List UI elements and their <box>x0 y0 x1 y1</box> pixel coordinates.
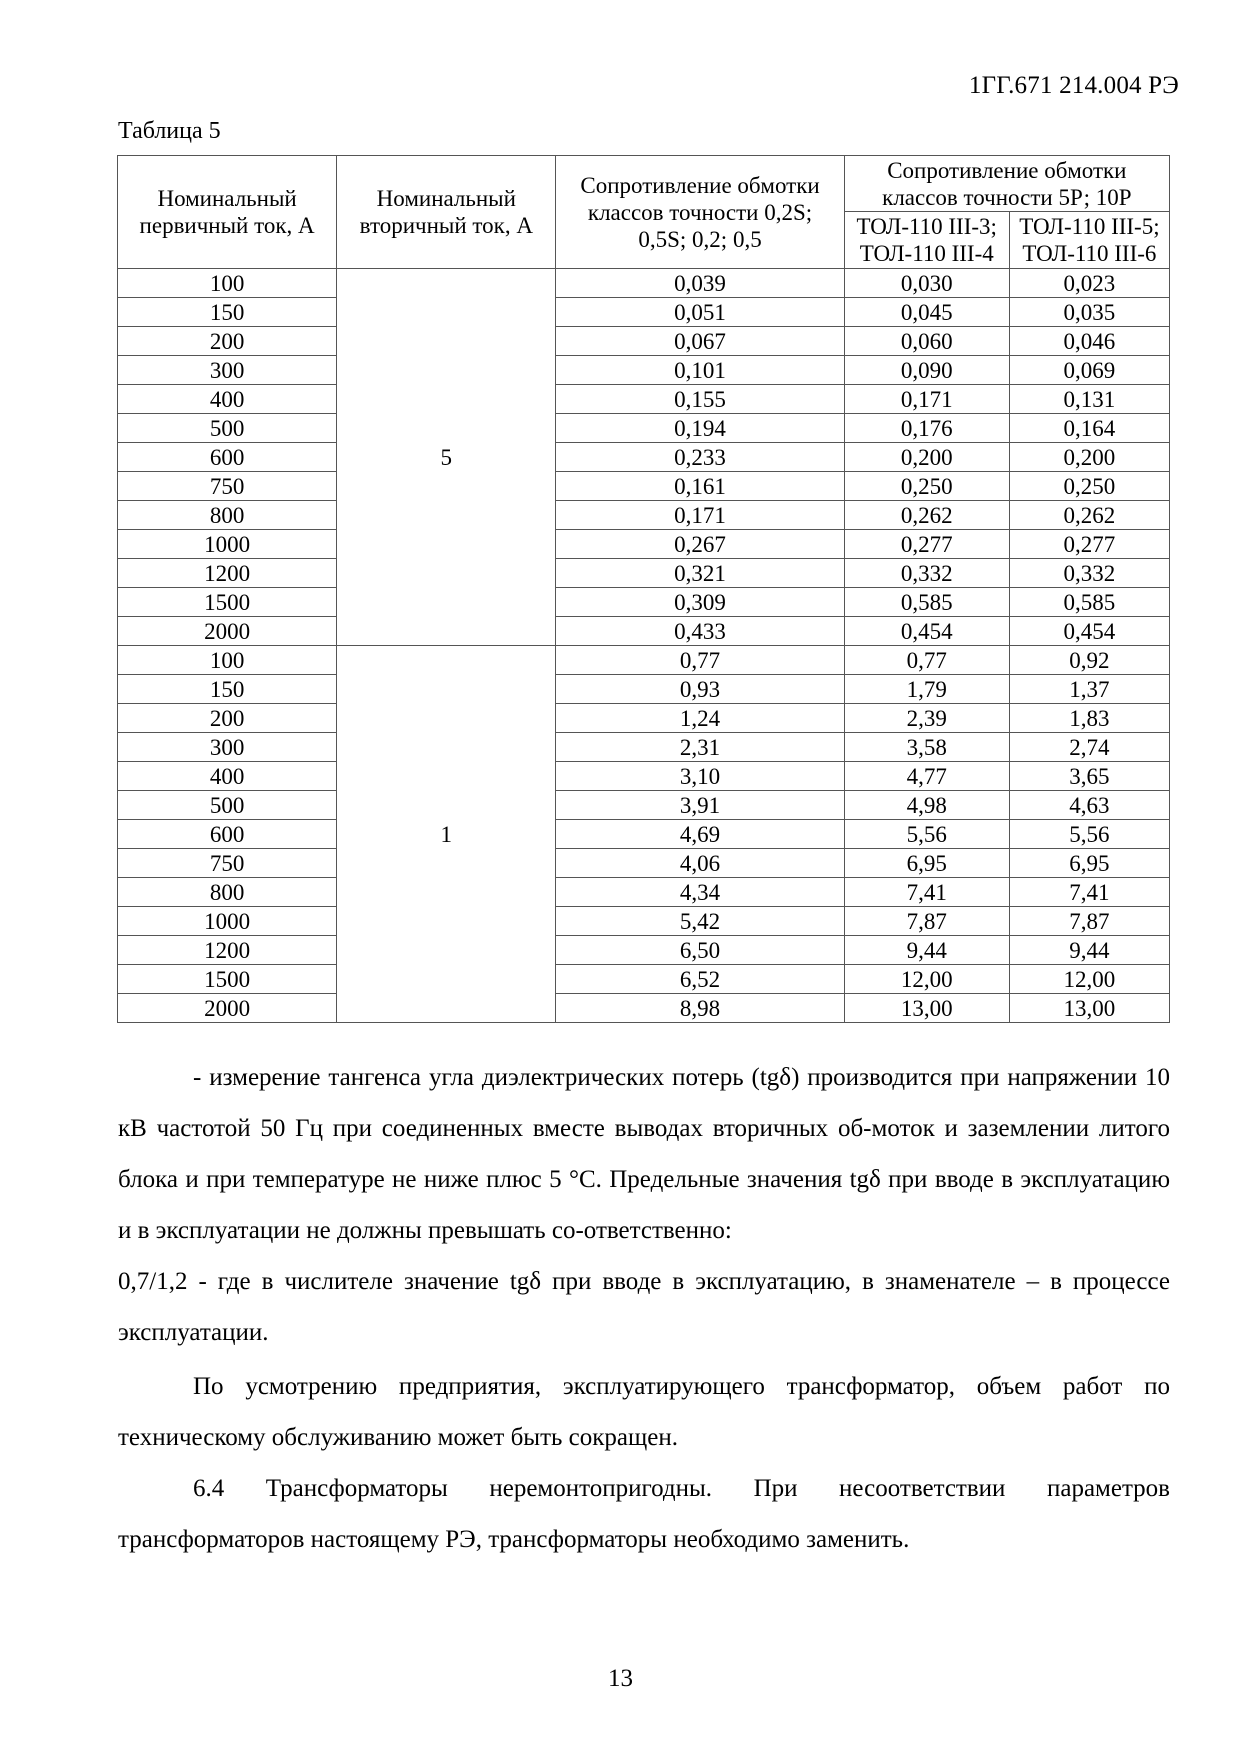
cell-resistance-tol-3-4: 7,41 <box>844 878 1009 907</box>
cell-resistance-tol-5-6: 0,585 <box>1009 588 1169 617</box>
cell-primary-current: 1000 <box>118 907 337 936</box>
cell-resistance-measuring: 4,34 <box>556 878 844 907</box>
cell-resistance-tol-3-4: 9,44 <box>844 936 1009 965</box>
cell-resistance-tol-5-6: 0,92 <box>1009 646 1169 675</box>
cell-resistance-measuring: 0,171 <box>556 501 844 530</box>
cell-resistance-tol-5-6: 2,74 <box>1009 733 1169 762</box>
cell-resistance-tol-3-4: 1,79 <box>844 675 1009 704</box>
cell-primary-current: 1200 <box>118 936 337 965</box>
cell-resistance-measuring: 4,69 <box>556 820 844 849</box>
cell-resistance-measuring: 6,50 <box>556 936 844 965</box>
cell-resistance-tol-5-6: 7,41 <box>1009 878 1169 907</box>
cell-resistance-tol-3-4: 0,454 <box>844 617 1009 646</box>
cell-resistance-tol-5-6: 13,00 <box>1009 994 1169 1023</box>
cell-resistance-tol-3-4: 0,060 <box>844 327 1009 356</box>
cell-resistance-tol-3-4: 0,262 <box>844 501 1009 530</box>
cell-resistance-tol-5-6: 4,63 <box>1009 791 1169 820</box>
table-row <box>118 298 1170 327</box>
cell-resistance-tol-5-6: 0,035 <box>1009 298 1169 327</box>
cell-resistance-measuring: 0,93 <box>556 675 844 704</box>
cell-resistance-measuring: 3,91 <box>556 791 844 820</box>
cell-resistance-measuring: 0,101 <box>556 356 844 385</box>
cell-resistance-measuring: 0,161 <box>556 472 844 501</box>
cell-primary-current: 200 <box>118 327 337 356</box>
cell-resistance-tol-5-6: 12,00 <box>1009 965 1169 994</box>
cell-resistance-tol-3-4: 7,87 <box>844 907 1009 936</box>
cell-primary-current: 1200 <box>118 559 337 588</box>
cell-resistance-tol-3-4: 4,77 <box>844 762 1009 791</box>
cell-primary-current: 500 <box>118 791 337 820</box>
cell-resistance-tol-3-4: 0,200 <box>844 443 1009 472</box>
cell-resistance-measuring: 2,31 <box>556 733 844 762</box>
cell-resistance-tol-3-4: 0,090 <box>844 356 1009 385</box>
table-row <box>118 791 1170 820</box>
header-secondary-current: Номинальный вторичный ток, А <box>337 156 556 269</box>
cell-resistance-tol-3-4: 13,00 <box>844 994 1009 1023</box>
cell-primary-current: 300 <box>118 733 337 762</box>
table-row <box>118 501 1170 530</box>
cell-resistance-measuring: 0,267 <box>556 530 844 559</box>
cell-resistance-tol-5-6: 0,023 <box>1009 269 1169 298</box>
cell-resistance-tol-3-4: 0,332 <box>844 559 1009 588</box>
cell-resistance-tol-5-6: 0,250 <box>1009 472 1169 501</box>
cell-resistance-tol-5-6: 0,332 <box>1009 559 1169 588</box>
cell-primary-current: 100 <box>118 269 337 298</box>
cell-resistance-tol-5-6: 5,56 <box>1009 820 1169 849</box>
body-text <box>118 1052 1170 1565</box>
header-resistance-measuring: Сопротивление обмотки классов точности 0,2S; 0,5S; 0,2; 0,5 <box>556 156 844 269</box>
cell-resistance-tol-5-6: 0,131 <box>1009 385 1169 414</box>
table-row <box>118 356 1170 385</box>
table-row <box>118 269 1170 298</box>
cell-primary-current: 800 <box>118 501 337 530</box>
subheader-tol-3-4: ТОЛ-110 III-3; ТОЛ-110 III-4 <box>844 212 1009 269</box>
cell-resistance-measuring: 1,24 <box>556 704 844 733</box>
subheader-tol-5-6: ТОЛ-110 III-5; ТОЛ-110 III-6 <box>1009 212 1169 269</box>
table-row <box>118 617 1170 646</box>
cell-resistance-measuring: 0,309 <box>556 588 844 617</box>
table-row <box>118 878 1170 907</box>
cell-resistance-measuring: 5,42 <box>556 907 844 936</box>
cell-resistance-tol-3-4: 0,176 <box>844 414 1009 443</box>
winding-resistance-table <box>117 155 1170 1023</box>
paragraph-tg-delta-measurement: - измерение тангенса угла диэлектрических потерь (tgδ) производится при напряжении 10 кВ частотой 50 Гц при соединенных вместе выводах вторичных об-моток и заземлении литого блока и при температуре не ниже плюс 5 °С. Предельные значения tgδ при вводе в эксплуатацию и в эксплуатации не должны превышать со-ответственно: <box>118 1064 1170 1244</box>
table-row <box>118 588 1170 617</box>
paragraph-tg-delta-limits: 0,7/1,2 - где в числителе значение tgδ при вводе в эксплуатацию, в знаменателе – в процессе эксплуатации. <box>118 1268 1170 1346</box>
cell-resistance-tol-3-4: 0,045 <box>844 298 1009 327</box>
table-row <box>118 849 1170 878</box>
cell-resistance-tol-5-6: 3,65 <box>1009 762 1169 791</box>
cell-secondary-current: 5 <box>337 269 556 646</box>
table-caption: Таблица 5 <box>118 118 221 144</box>
cell-primary-current: 2000 <box>118 994 337 1023</box>
table-row <box>118 414 1170 443</box>
cell-resistance-tol-3-4: 0,250 <box>844 472 1009 501</box>
table-row <box>118 704 1170 733</box>
table-row <box>118 820 1170 849</box>
paragraph-maintenance-scope: По усмотрению предприятия, эксплуатирующего трансформатор, объем работ по техническому обслуживанию может быть сокращен. <box>118 1373 1170 1451</box>
cell-resistance-tol-3-4: 6,95 <box>844 849 1009 878</box>
table-body <box>118 269 1170 1023</box>
table-row <box>118 327 1170 356</box>
cell-resistance-tol-5-6: 1,83 <box>1009 704 1169 733</box>
cell-primary-current: 1500 <box>118 965 337 994</box>
cell-primary-current: 750 <box>118 472 337 501</box>
cell-resistance-tol-5-6: 6,95 <box>1009 849 1169 878</box>
cell-primary-current: 400 <box>118 385 337 414</box>
cell-resistance-measuring: 0,433 <box>556 617 844 646</box>
cell-resistance-tol-5-6: 0,069 <box>1009 356 1169 385</box>
cell-primary-current: 300 <box>118 356 337 385</box>
document-code: 1ГГ.671 214.004 РЭ <box>968 72 1179 99</box>
cell-resistance-tol-3-4: 3,58 <box>844 733 1009 762</box>
cell-resistance-measuring: 8,98 <box>556 994 844 1023</box>
cell-resistance-tol-3-4: 0,277 <box>844 530 1009 559</box>
cell-primary-current: 2000 <box>118 617 337 646</box>
table-row <box>118 443 1170 472</box>
cell-primary-current: 600 <box>118 443 337 472</box>
cell-resistance-tol-5-6: 7,87 <box>1009 907 1169 936</box>
cell-primary-current: 800 <box>118 878 337 907</box>
cell-resistance-measuring: 0,067 <box>556 327 844 356</box>
table-row <box>118 907 1170 936</box>
cell-resistance-measuring: 0,321 <box>556 559 844 588</box>
cell-primary-current: 200 <box>118 704 337 733</box>
cell-primary-current: 150 <box>118 298 337 327</box>
cell-resistance-measuring: 0,194 <box>556 414 844 443</box>
cell-resistance-measuring: 0,039 <box>556 269 844 298</box>
cell-resistance-tol-5-6: 0,262 <box>1009 501 1169 530</box>
cell-resistance-tol-5-6: 0,164 <box>1009 414 1169 443</box>
cell-resistance-measuring: 6,52 <box>556 965 844 994</box>
cell-resistance-tol-3-4: 4,98 <box>844 791 1009 820</box>
table-row <box>118 385 1170 414</box>
cell-resistance-measuring: 0,051 <box>556 298 844 327</box>
cell-primary-current: 600 <box>118 820 337 849</box>
cell-resistance-measuring: 3,10 <box>556 762 844 791</box>
cell-resistance-tol-5-6: 0,277 <box>1009 530 1169 559</box>
cell-primary-current: 100 <box>118 646 337 675</box>
table-row <box>118 472 1170 501</box>
cell-resistance-tol-5-6: 0,454 <box>1009 617 1169 646</box>
table-row <box>118 530 1170 559</box>
cell-resistance-tol-3-4: 0,585 <box>844 588 1009 617</box>
cell-primary-current: 1500 <box>118 588 337 617</box>
cell-resistance-tol-3-4: 0,77 <box>844 646 1009 675</box>
cell-resistance-tol-3-4: 12,00 <box>844 965 1009 994</box>
paragraph-6-4-non-repairable: 6.4 Трансформаторы неремонтопригодны. При несоответствии параметров трансформаторов настоящему РЭ, трансформаторы необходимо заменить. <box>118 1475 1170 1553</box>
table-row <box>118 762 1170 791</box>
table-row <box>118 965 1170 994</box>
cell-resistance-measuring: 4,06 <box>556 849 844 878</box>
cell-secondary-current: 1 <box>337 646 556 1023</box>
cell-primary-current: 400 <box>118 762 337 791</box>
cell-primary-current: 500 <box>118 414 337 443</box>
cell-resistance-tol-3-4: 0,030 <box>844 269 1009 298</box>
cell-resistance-tol-3-4: 2,39 <box>844 704 1009 733</box>
cell-resistance-tol-5-6: 0,046 <box>1009 327 1169 356</box>
page-number: 13 <box>608 1665 633 1692</box>
cell-primary-current: 150 <box>118 675 337 704</box>
table-row <box>118 733 1170 762</box>
header-resistance-protection: Сопротивление обмотки классов точности 5Р; 10Р <box>844 156 1169 212</box>
table-row <box>118 936 1170 965</box>
cell-primary-current: 750 <box>118 849 337 878</box>
cell-resistance-measuring: 0,233 <box>556 443 844 472</box>
table-row <box>118 994 1170 1023</box>
header-primary-current: Номинальный первичный ток, А <box>118 156 337 269</box>
table-row <box>118 675 1170 704</box>
cell-resistance-measuring: 0,77 <box>556 646 844 675</box>
cell-resistance-tol-5-6: 9,44 <box>1009 936 1169 965</box>
cell-resistance-tol-5-6: 1,37 <box>1009 675 1169 704</box>
table-row <box>118 559 1170 588</box>
cell-resistance-measuring: 0,155 <box>556 385 844 414</box>
table-row <box>118 646 1170 675</box>
cell-resistance-tol-3-4: 0,171 <box>844 385 1009 414</box>
cell-resistance-tol-5-6: 0,200 <box>1009 443 1169 472</box>
cell-resistance-tol-3-4: 5,56 <box>844 820 1009 849</box>
cell-primary-current: 1000 <box>118 530 337 559</box>
